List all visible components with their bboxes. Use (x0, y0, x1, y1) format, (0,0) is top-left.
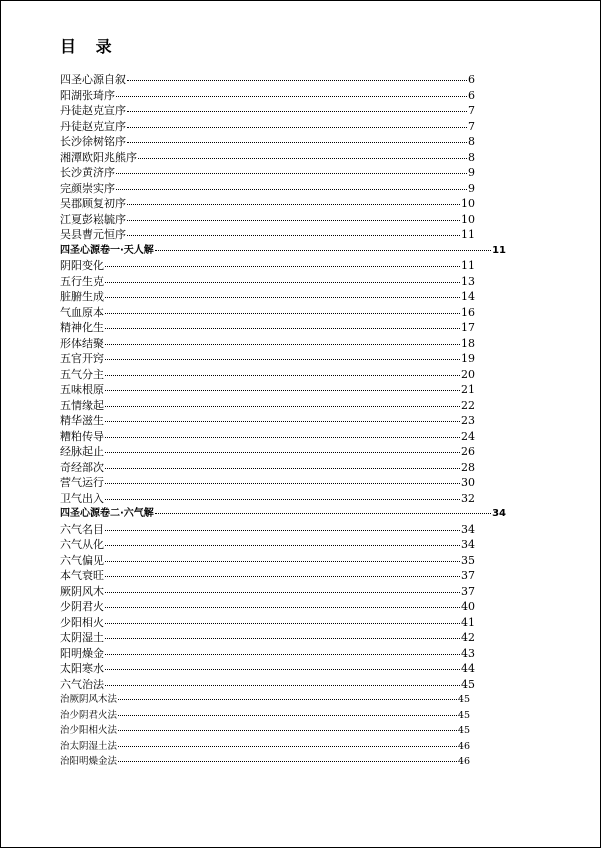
toc-entry-page-number: 18 (461, 336, 475, 350)
toc-entry[interactable] (60, 88, 475, 104)
dot-leader (105, 451, 460, 453)
toc-entry[interactable] (60, 103, 475, 119)
dot-leader (155, 512, 491, 514)
dot-leader (105, 653, 460, 655)
toc-entry[interactable] (60, 413, 475, 429)
toc-entry-label: 形体结聚 (60, 336, 104, 350)
toc-entry-page-number: 11 (461, 259, 475, 272)
dot-leader (105, 544, 460, 546)
toc-entry[interactable] (60, 181, 475, 197)
toc-entry-label: 营气运行 (60, 476, 104, 489)
toc-entry[interactable] (60, 522, 475, 538)
dot-leader (127, 126, 467, 128)
toc-entry-page-number: 20 (461, 367, 475, 381)
table-of-contents (60, 72, 510, 770)
toc-subentry[interactable] (60, 739, 470, 755)
dot-leader (105, 637, 460, 639)
dot-leader (127, 234, 460, 236)
toc-entry-page-number: 45 (457, 694, 470, 705)
toc-entry[interactable] (60, 72, 475, 88)
toc-entry-page-number: 7 (468, 104, 475, 117)
dot-leader (105, 498, 460, 500)
toc-entry-page-number: 19 (461, 352, 475, 365)
toc-entry-page-number: 28 (461, 460, 475, 474)
dot-leader (116, 188, 467, 190)
toc-entry-page-number: 37 (461, 569, 475, 582)
toc-entry-page-number: 17 (461, 321, 475, 334)
toc-entry[interactable] (60, 398, 475, 414)
dot-leader (105, 529, 460, 531)
dot-leader (105, 281, 460, 283)
dot-leader (105, 265, 460, 267)
toc-entry-label: 长沙黄济序 (60, 166, 115, 179)
dot-leader (118, 745, 457, 747)
toc-entry-label: 四圣心源自叙 (60, 73, 126, 86)
dot-leader (105, 436, 460, 438)
toc-entry-page-number: 9 (468, 181, 475, 195)
toc-entry-page-number: 35 (461, 553, 475, 567)
toc-entry-page-number: 45 (457, 725, 470, 736)
dot-leader (127, 141, 467, 143)
toc-entry[interactable] (60, 336, 475, 352)
toc-entry-page-number: 40 (461, 600, 475, 613)
toc-entry-page-number: 37 (461, 584, 475, 598)
dot-leader (105, 296, 460, 298)
toc-entry-page-number: 42 (461, 631, 475, 644)
dot-leader (105, 467, 460, 469)
dot-leader (127, 219, 460, 221)
toc-entry-label: 太阳寒水 (60, 662, 104, 675)
toc-entry[interactable] (60, 258, 475, 274)
toc-entry[interactable] (60, 351, 475, 367)
toc-entry-label: 厥阴风木 (60, 584, 104, 598)
toc-entry-label: 五情缘起 (60, 398, 104, 412)
toc-entry[interactable] (60, 382, 475, 398)
toc-entry[interactable] (60, 196, 475, 212)
toc-entry-label: 卫气出入 (60, 491, 104, 505)
dot-leader (105, 343, 460, 345)
toc-entry-label: 奇经部次 (60, 460, 104, 474)
toc-entry[interactable] (60, 460, 475, 476)
toc-entry-label: 六气从化 (60, 538, 104, 551)
toc-entry[interactable] (60, 367, 475, 383)
dot-leader (105, 482, 460, 484)
dot-leader (127, 79, 467, 81)
toc-entry-label: 本气衰旺 (60, 569, 104, 582)
toc-entry-label: 治厥阴风木法 (60, 694, 118, 705)
toc-entry-label: 五官开窍 (60, 352, 104, 365)
dot-leader (105, 560, 460, 562)
toc-entry-page-number: 10 (461, 197, 475, 210)
toc-entry[interactable] (60, 568, 475, 584)
toc-entry-label: 四圣心源卷一·天人解 (60, 244, 154, 256)
dot-leader (127, 110, 467, 112)
toc-entry-page-number: 26 (461, 445, 475, 458)
toc-entry-label: 少阴君火 (60, 600, 104, 613)
toc-entry[interactable] (60, 599, 475, 615)
toc-entry-label: 脏腑生成 (60, 290, 104, 303)
toc-entry-page-number: 6 (468, 73, 475, 86)
toc-entry-page-number: 13 (461, 274, 475, 288)
toc-entry-page-number: 23 (461, 414, 475, 427)
dot-leader (105, 312, 460, 314)
toc-entry-page-number: 45 (457, 709, 470, 721)
toc-entry-label: 治阳明燥金法 (60, 756, 118, 767)
toc-entry-page-number: 11 (461, 228, 475, 241)
toc-entry-label: 湘潭欧阳兆熊序 (60, 150, 137, 164)
toc-entry-label: 经脉起止 (60, 445, 104, 458)
toc-entry-label: 治少阳相火法 (60, 725, 118, 736)
dot-leader (118, 760, 457, 762)
toc-entry-label: 阳湖张琦序 (60, 88, 115, 102)
toc-entry[interactable] (60, 584, 475, 600)
dot-leader (155, 249, 491, 251)
toc-entry[interactable] (60, 429, 475, 445)
toc-entry[interactable] (60, 475, 475, 491)
toc-entry-page-number: 46 (457, 740, 470, 752)
toc-entry-label: 吴郡顾复初序 (60, 197, 126, 210)
toc-entry[interactable] (60, 134, 475, 150)
toc-entry-page-number: 45 (461, 677, 475, 691)
toc-entry-label: 完颜崇实序 (60, 181, 115, 195)
toc-entry-label: 少阳相火 (60, 615, 104, 629)
toc-entry-page-number: 22 (461, 398, 475, 412)
toc-entry[interactable] (60, 289, 475, 305)
toc-entry-label: 气血原本 (60, 305, 104, 319)
dot-leader (127, 203, 460, 205)
dot-leader (105, 327, 460, 329)
dot-leader (105, 374, 460, 376)
toc-entry[interactable] (60, 661, 475, 677)
toc-entry-label: 五味根原 (60, 383, 104, 396)
toc-entry[interactable] (60, 320, 475, 336)
toc-entry-page-number: 11 (492, 244, 506, 256)
toc-entry-label: 治太阴湿土法 (60, 740, 118, 752)
toc-entry-label: 太阴湿土 (60, 631, 104, 644)
toc-entry-page-number: 14 (461, 290, 475, 303)
dot-leader (105, 405, 460, 407)
toc-entry[interactable] (60, 677, 475, 693)
toc-chapter-entry[interactable] (60, 506, 506, 522)
toc-entry-page-number: 41 (461, 615, 475, 629)
dot-leader (105, 575, 460, 577)
toc-subentry[interactable] (60, 692, 470, 708)
toc-entry[interactable] (60, 537, 475, 553)
toc-subentry[interactable] (60, 723, 470, 739)
toc-entry-label: 阴阳变化 (60, 259, 104, 272)
toc-entry[interactable] (60, 553, 475, 569)
toc-chapter-entry[interactable] (60, 243, 506, 259)
toc-entry-page-number: 21 (461, 383, 475, 396)
toc-entry-page-number: 8 (468, 135, 475, 148)
toc-entry-page-number: 6 (468, 88, 475, 102)
toc-entry-label: 长沙徐树铭序 (60, 135, 126, 148)
toc-subentry[interactable] (60, 754, 470, 770)
toc-entry-page-number: 9 (468, 166, 475, 179)
toc-entry[interactable] (60, 305, 475, 321)
toc-subentry[interactable] (60, 708, 470, 724)
toc-entry-label: 吴县曹元恒序 (60, 228, 126, 241)
toc-entry[interactable] (60, 274, 475, 290)
toc-entry-label: 精华滋生 (60, 414, 104, 427)
toc-entry-label: 精神化生 (60, 321, 104, 334)
dot-leader (105, 668, 460, 670)
toc-entry-label: 六气治法 (60, 677, 104, 691)
dot-leader (116, 172, 467, 174)
toc-entry[interactable] (60, 119, 475, 135)
toc-entry-page-number: 43 (461, 646, 475, 660)
toc-entry-label: 江夏彭崧毓序 (60, 212, 126, 226)
toc-entry-page-number: 16 (461, 305, 475, 319)
toc-entry[interactable] (60, 150, 475, 166)
toc-entry-label: 糟粕传导 (60, 429, 104, 443)
toc-entry-label: 五行生克 (60, 274, 104, 288)
toc-entry-page-number: 7 (468, 119, 475, 133)
dot-leader (105, 684, 460, 686)
toc-entry[interactable] (60, 491, 475, 507)
dot-leader (118, 714, 457, 716)
toc-entry-label: 五气分主 (60, 367, 104, 381)
dot-leader (116, 95, 467, 97)
toc-entry-label: 丹徒赵克宣序 (60, 119, 126, 133)
toc-entry-label: 治少阴君火法 (60, 709, 118, 721)
toc-entry[interactable] (60, 227, 475, 243)
toc-entry-label: 六气名目 (60, 522, 104, 536)
toc-entry[interactable] (60, 212, 475, 228)
toc-entry-label: 丹徒赵克宣序 (60, 104, 126, 117)
toc-entry-label: 四圣心源卷二·六气解 (60, 508, 154, 519)
toc-entry[interactable] (60, 615, 475, 631)
toc-entry-page-number: 34 (461, 538, 475, 551)
toc-entry-label: 阳明燥金 (60, 646, 104, 660)
toc-entry-page-number: 34 (461, 522, 475, 536)
toc-entry[interactable] (60, 444, 475, 460)
dot-leader (138, 157, 467, 159)
toc-entry-page-number: 24 (461, 429, 475, 443)
dot-leader (105, 622, 460, 624)
dot-leader (105, 606, 460, 608)
toc-entry[interactable] (60, 630, 475, 646)
dot-leader (105, 358, 460, 360)
page-title: 目 录 (60, 37, 119, 56)
toc-entry-page-number: 8 (468, 150, 475, 164)
toc-entry[interactable] (60, 165, 475, 181)
toc-entry-page-number: 10 (461, 212, 475, 226)
dot-leader (118, 729, 457, 731)
dot-leader (105, 389, 460, 391)
toc-entry-page-number: 34 (492, 508, 506, 519)
dot-leader (118, 698, 457, 700)
toc-entry-page-number: 30 (461, 476, 475, 489)
toc-entry-label: 六气偏见 (60, 553, 104, 567)
toc-entry-page-number: 44 (461, 662, 475, 675)
toc-entry-page-number: 32 (461, 491, 475, 505)
dot-leader (105, 591, 460, 593)
toc-entry[interactable] (60, 646, 475, 662)
dot-leader (105, 420, 460, 422)
toc-entry-page-number: 46 (457, 756, 470, 767)
